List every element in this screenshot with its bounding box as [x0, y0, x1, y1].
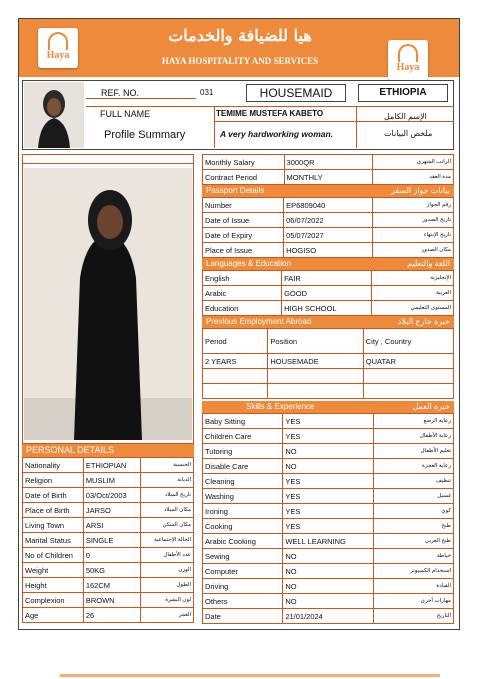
skill-row	[203, 549, 454, 564]
personal-row	[23, 563, 194, 578]
row-label: Computer	[203, 564, 283, 579]
passport-title-arabic: بيانات جواز السفر	[390, 186, 450, 195]
employment-cell	[203, 369, 268, 384]
row-label-arabic: استخدام الكمبيوتر	[373, 564, 453, 579]
row-label: Monthly Salary	[203, 155, 285, 170]
skill-row	[203, 414, 454, 429]
personal-row	[23, 548, 194, 563]
row-label: Arabic	[203, 286, 282, 301]
row-label-arabic: غسيل	[373, 489, 453, 504]
skills-title-arabic: خبرة العمل	[412, 402, 450, 411]
personal-row	[23, 503, 194, 518]
row-label-arabic: طبخ	[373, 519, 453, 534]
row-label-arabic: مكان الميلاد	[140, 503, 193, 518]
row-value: YES	[283, 414, 373, 429]
row-value: JARSO	[83, 503, 140, 518]
row-label: Number	[203, 198, 284, 213]
footer-wave	[60, 674, 440, 677]
row-label: Date of Expiry	[203, 228, 284, 243]
row-label-arabic: الطول	[140, 578, 193, 593]
right-column	[202, 154, 454, 624]
row-label-arabic: تنظيف	[373, 474, 453, 489]
employment-row	[203, 369, 454, 384]
row-value: 05/07/2027	[284, 228, 373, 243]
employment-title: Previous Employment Abroad	[206, 317, 312, 326]
row-value: FAIR	[282, 271, 372, 286]
row-label-arabic: رقم الجواز	[373, 198, 454, 213]
row-label-arabic: تاريخ الميلاد	[140, 488, 193, 503]
row-label: Date of Issue	[203, 213, 284, 228]
skill-row	[203, 474, 454, 489]
languages-table	[202, 270, 454, 316]
ref-label: REF. NO.	[101, 88, 140, 98]
passport-row	[203, 228, 454, 243]
row-label: Contract Period	[203, 170, 285, 185]
row-value: HOGISO	[284, 243, 373, 258]
employment-row	[203, 354, 454, 369]
country-value: ETHIOPIA	[379, 87, 427, 98]
row-value: NO	[283, 594, 373, 609]
passport-row	[203, 213, 454, 228]
row-label-arabic: تعليم الأطفال	[373, 444, 453, 459]
row-label-arabic: مدة العقد	[372, 170, 453, 185]
headshot-figure-icon	[24, 82, 84, 148]
row-label-arabic: العمر	[140, 608, 193, 623]
row-value: ETHIOPIAN	[83, 458, 140, 473]
skills-section-title	[202, 401, 454, 413]
employment-table	[202, 328, 454, 399]
row-label-arabic: مهارات أخرى	[373, 594, 453, 609]
personal-details-table	[22, 457, 194, 623]
employment-cell	[203, 384, 268, 399]
row-value: YES	[283, 504, 373, 519]
skill-row	[203, 429, 454, 444]
personal-row	[23, 608, 194, 623]
language-row	[203, 286, 454, 301]
employment-cell	[363, 384, 453, 399]
row-label: Cleaning	[203, 474, 283, 489]
contract-row	[203, 170, 454, 185]
row-value: NO	[283, 564, 373, 579]
languages-section-title	[202, 258, 454, 270]
employment-header: Position	[268, 329, 363, 354]
row-value: 06/07/2022	[284, 213, 373, 228]
row-label: Driving	[203, 579, 283, 594]
row-label-arabic: التاريخ	[373, 609, 453, 624]
row-value: NO	[283, 549, 373, 564]
row-label-arabic: رعاية الأطفال	[373, 429, 453, 444]
personal-row	[23, 488, 194, 503]
company-name-english: HAYA HOSPITALITY AND SERVICES	[161, 56, 319, 66]
personal-row	[23, 533, 194, 548]
contract-table	[202, 154, 454, 185]
row-label-arabic: مكان الصدور	[373, 243, 454, 258]
languages-title-arabic: اللغة والتعليم	[407, 259, 450, 268]
row-value: EP6809040	[284, 198, 373, 213]
row-value: ARSI	[83, 518, 140, 533]
employment-header: City , Country	[363, 329, 453, 354]
full-name-arabic: الإسم الكامل	[384, 112, 427, 121]
position-box	[246, 84, 346, 102]
languages-title: Languages & Education	[206, 259, 291, 268]
skill-row	[203, 594, 454, 609]
personal-details-section	[22, 444, 194, 623]
row-label-arabic: كوي	[373, 504, 453, 519]
personal-row	[23, 593, 194, 608]
row-label: Children Care	[203, 429, 283, 444]
row-label-arabic: العربية	[372, 286, 454, 301]
employment-cell: 2 YEARS	[203, 354, 268, 369]
profile-summary-label: Profile Summary	[104, 129, 186, 141]
logo-text: Haya	[46, 50, 70, 61]
row-label-arabic: عدد الأطفال	[140, 548, 193, 563]
row-value: NO	[283, 459, 373, 474]
row-label: Religion	[23, 473, 84, 488]
employment-section-title	[202, 316, 454, 328]
row-label: Living Town	[23, 518, 84, 533]
row-label-arabic: الوزن	[140, 563, 193, 578]
row-value: WELL LEARNING	[283, 534, 373, 549]
candidate-full-photo	[24, 168, 192, 440]
row-value: YES	[283, 519, 373, 534]
full-figure-icon	[24, 168, 192, 440]
personal-details-title: PERSONAL DETAILS	[22, 444, 194, 457]
employment-cell: QUATAR	[363, 354, 453, 369]
skills-title: Skills & Experience	[246, 402, 315, 411]
row-value: 26	[83, 608, 140, 623]
skill-row	[203, 459, 454, 474]
company-name-arabic: هيا للضيافة والخدمات	[168, 26, 312, 45]
skill-row	[203, 519, 454, 534]
skill-row	[203, 504, 454, 519]
passport-section-title	[202, 185, 454, 197]
skill-row	[203, 489, 454, 504]
row-value: 3000QR	[284, 155, 372, 170]
row-label-arabic: الديانة	[140, 473, 193, 488]
company-logo-left	[38, 28, 78, 68]
logo-mark-icon	[48, 32, 68, 50]
row-label: Cooking	[203, 519, 283, 534]
row-value: 0	[83, 548, 140, 563]
row-label-arabic: خياطة	[373, 549, 453, 564]
row-label-arabic: الحالة الإجتماعية	[140, 533, 193, 548]
row-label: Age	[23, 608, 84, 623]
row-label: Place of Birth	[23, 503, 84, 518]
row-value: YES	[283, 489, 373, 504]
row-label-arabic: تاريخ الصدور	[373, 213, 454, 228]
employment-cell	[268, 369, 363, 384]
skill-row	[203, 534, 454, 549]
profile-summary-value: A very hardworking woman.	[220, 129, 334, 139]
row-value: MUSLIM	[83, 473, 140, 488]
row-label-arabic: الراتب الشهري	[372, 155, 453, 170]
passport-table	[202, 197, 454, 258]
row-label-arabic: مكان السكن	[140, 518, 193, 533]
employment-header: Period	[203, 329, 268, 354]
row-label: Education	[203, 301, 282, 316]
row-label-arabic: طبخ العربي	[373, 534, 453, 549]
ref-value: 031	[200, 88, 214, 97]
row-label: Arabic Cooking	[203, 534, 283, 549]
candidate-headshot	[24, 82, 84, 148]
logo-text: Haya	[396, 62, 420, 73]
row-label-arabic: المستوى التعليمي	[372, 301, 454, 316]
row-value: YES	[283, 429, 373, 444]
language-row	[203, 271, 454, 286]
logo-mark-icon	[398, 44, 418, 62]
company-logo-right	[388, 40, 428, 80]
row-label: Weight	[23, 563, 84, 578]
row-value: GOOD	[282, 286, 372, 301]
row-label: Tutoring	[203, 444, 283, 459]
row-label: Sewing	[203, 549, 283, 564]
row-label: Nationality	[23, 458, 84, 473]
row-value: 03/Oct/2003	[83, 488, 140, 503]
row-label-arabic: تاريخ الإنتهاء	[373, 228, 454, 243]
row-label-arabic: رعاية العجزة	[373, 459, 453, 474]
row-value: NO	[283, 579, 373, 594]
skill-row	[203, 444, 454, 459]
row-label-arabic: رعاية الرضع	[373, 414, 453, 429]
passport-row	[203, 243, 454, 258]
row-label: Others	[203, 594, 283, 609]
employment-header-row	[203, 329, 454, 354]
profile-summary-arabic: ملخص البيانات	[384, 129, 433, 138]
row-value: MONTHLY	[284, 170, 372, 185]
employment-row	[203, 384, 454, 399]
employment-cell	[268, 384, 363, 399]
full-name-value: TEMIME MUSTEFA KABETO	[216, 109, 324, 118]
row-value: SINGLE	[83, 533, 140, 548]
personal-row	[23, 458, 194, 473]
row-label: Marital Status	[23, 533, 84, 548]
row-label: No of Children	[23, 548, 84, 563]
personal-row	[23, 578, 194, 593]
row-label-arabic: الإنجليزية	[372, 271, 454, 286]
row-value: BROWN	[83, 593, 140, 608]
row-value: NO	[283, 444, 373, 459]
row-label-arabic: لون البشرة	[140, 593, 193, 608]
row-value: 162CM	[83, 578, 140, 593]
row-label: Height	[23, 578, 84, 593]
skill-row	[203, 564, 454, 579]
row-label-arabic: الجنسية	[140, 458, 193, 473]
row-label: Ironing	[203, 504, 283, 519]
row-label: Date of Birth	[23, 488, 84, 503]
employment-title-arabic: خبرة خارج البلاد	[397, 317, 450, 326]
personal-row	[23, 473, 194, 488]
full-name-label: FULL NAME	[100, 109, 151, 119]
row-label-arabic: القيادة	[373, 579, 453, 594]
employment-cell	[363, 369, 453, 384]
position-value: HOUSEMAID	[259, 86, 333, 100]
employment-cell: HOUSEMADE	[268, 354, 363, 369]
row-label: English	[203, 271, 282, 286]
row-label: Washing	[203, 489, 283, 504]
country-box	[358, 84, 448, 102]
row-value: HIGH SCHOOL	[282, 301, 372, 316]
row-value: 50KG	[83, 563, 140, 578]
row-value: 21/01/2024	[283, 609, 373, 624]
row-value: YES	[283, 474, 373, 489]
row-label: Complexion	[23, 593, 84, 608]
passport-row	[203, 198, 454, 213]
row-label: Place of Issue	[203, 243, 284, 258]
language-row	[203, 301, 454, 316]
personal-row	[23, 518, 194, 533]
contract-row	[203, 155, 454, 170]
skills-table	[202, 413, 454, 624]
passport-title: Passport Details	[206, 186, 265, 195]
skill-row	[203, 579, 454, 594]
row-label: Baby Sitting	[203, 414, 283, 429]
row-label: Disable Care	[203, 459, 283, 474]
row-label: Date	[203, 609, 283, 624]
skill-row	[203, 609, 454, 624]
